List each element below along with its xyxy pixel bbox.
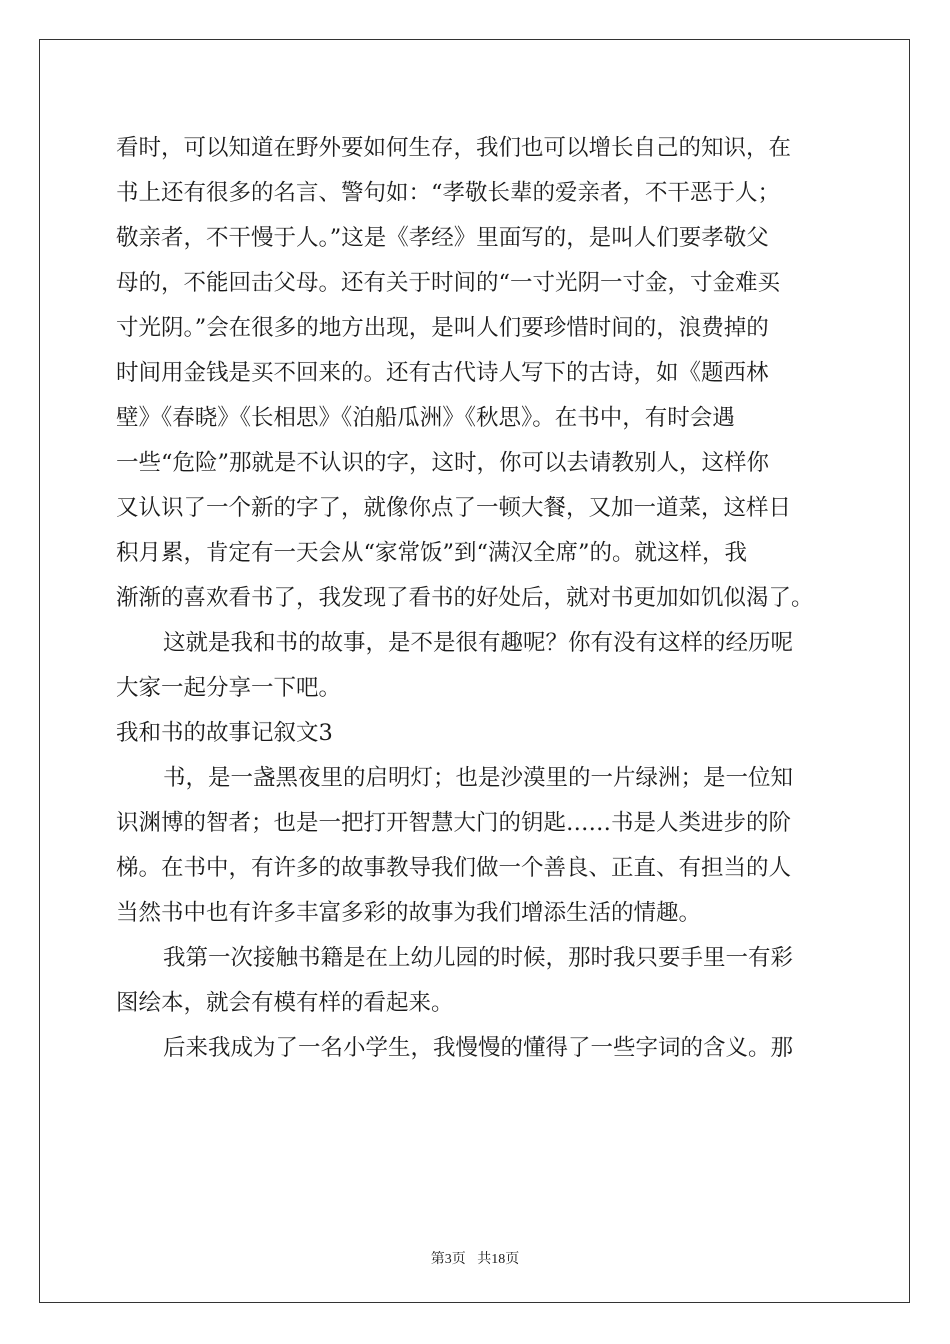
text-line: 敬亲者，不干慢于人。”这是《孝经》里面写的，是叫人们要孝敬父 [116, 225, 769, 251]
paragraph-start-line: 后来我成为了一名小学生，我慢慢的懂得了一些字词的含义。那 [163, 1035, 794, 1061]
paragraph-start-line: 这就是我和书的故事，是不是很有趣呢？你有没有这样的经历呢 [163, 630, 794, 656]
text-line: 寸光阴。”会在很多的地方出现，是叫人们要珍惜时间的，浪费掉的 [116, 315, 769, 341]
page-footer [0, 1248, 950, 1268]
text-line: 壁》《春晓》《长相思》《泊船瓜洲》《秋思》。在书中，有时会遇 [116, 405, 735, 431]
text-line: 识渊博的智者；也是一把打开智慧大门的钥匙……书是人类进步的阶 [116, 810, 792, 836]
paragraph-start-line: 书，是一盏黑夜里的启明灯；也是沙漠里的一片绿洲；是一位知 [163, 765, 794, 791]
total-pages: 共18页 [477, 1252, 520, 1267]
document-body [116, 126, 856, 1071]
text-line: 图绘本，就会有模有样的看起来。 [116, 990, 454, 1016]
text-line: 母的，不能回击父母。还有关于时间的“一寸光阴一寸金，寸金难买 [116, 270, 781, 296]
text-line: 渐渐的喜欢看书了，我发现了看书的好处后，就对书更加如饥似渴了。 [116, 585, 814, 611]
text-line: 看时，可以知道在野外要如何生存，我们也可以增长自己的知识，在 [116, 135, 792, 161]
text-line: 大家一起分享一下吧。 [116, 675, 342, 701]
text-line: 书上还有很多的名言、警句如：“孝敬长辈的爱亲者，不干恶于人； [116, 180, 781, 206]
text-line: 又认识了一个新的字了，就像你点了一顿大餐，又加一道菜，这样日 [116, 495, 792, 521]
section-heading: 我和书的故事记叙文3 [116, 720, 333, 746]
paragraph-start-line: 我第一次接触书籍是在上幼儿园的时候，那时我只要手里一有彩 [163, 945, 794, 971]
text-line: 一些“危险”那就是不认识的字，这时，你可以去请教别人，这样你 [116, 450, 770, 476]
text-line: 梯。在书中，有许多的故事教导我们做一个善良、正直、有担当的人 [116, 855, 792, 881]
page-number: 第3页 [430, 1252, 466, 1267]
text-line: 当然书中也有许多丰富多彩的故事为我们增添生活的情趣。 [116, 900, 702, 926]
text-line: 积月累，肯定有一天会从“家常饭”到“满汉全席”的。就这样，我 [116, 540, 748, 566]
text-line: 时间用金钱是买不回来的。还有古代诗人写下的古诗，如《题西林 [116, 360, 769, 386]
